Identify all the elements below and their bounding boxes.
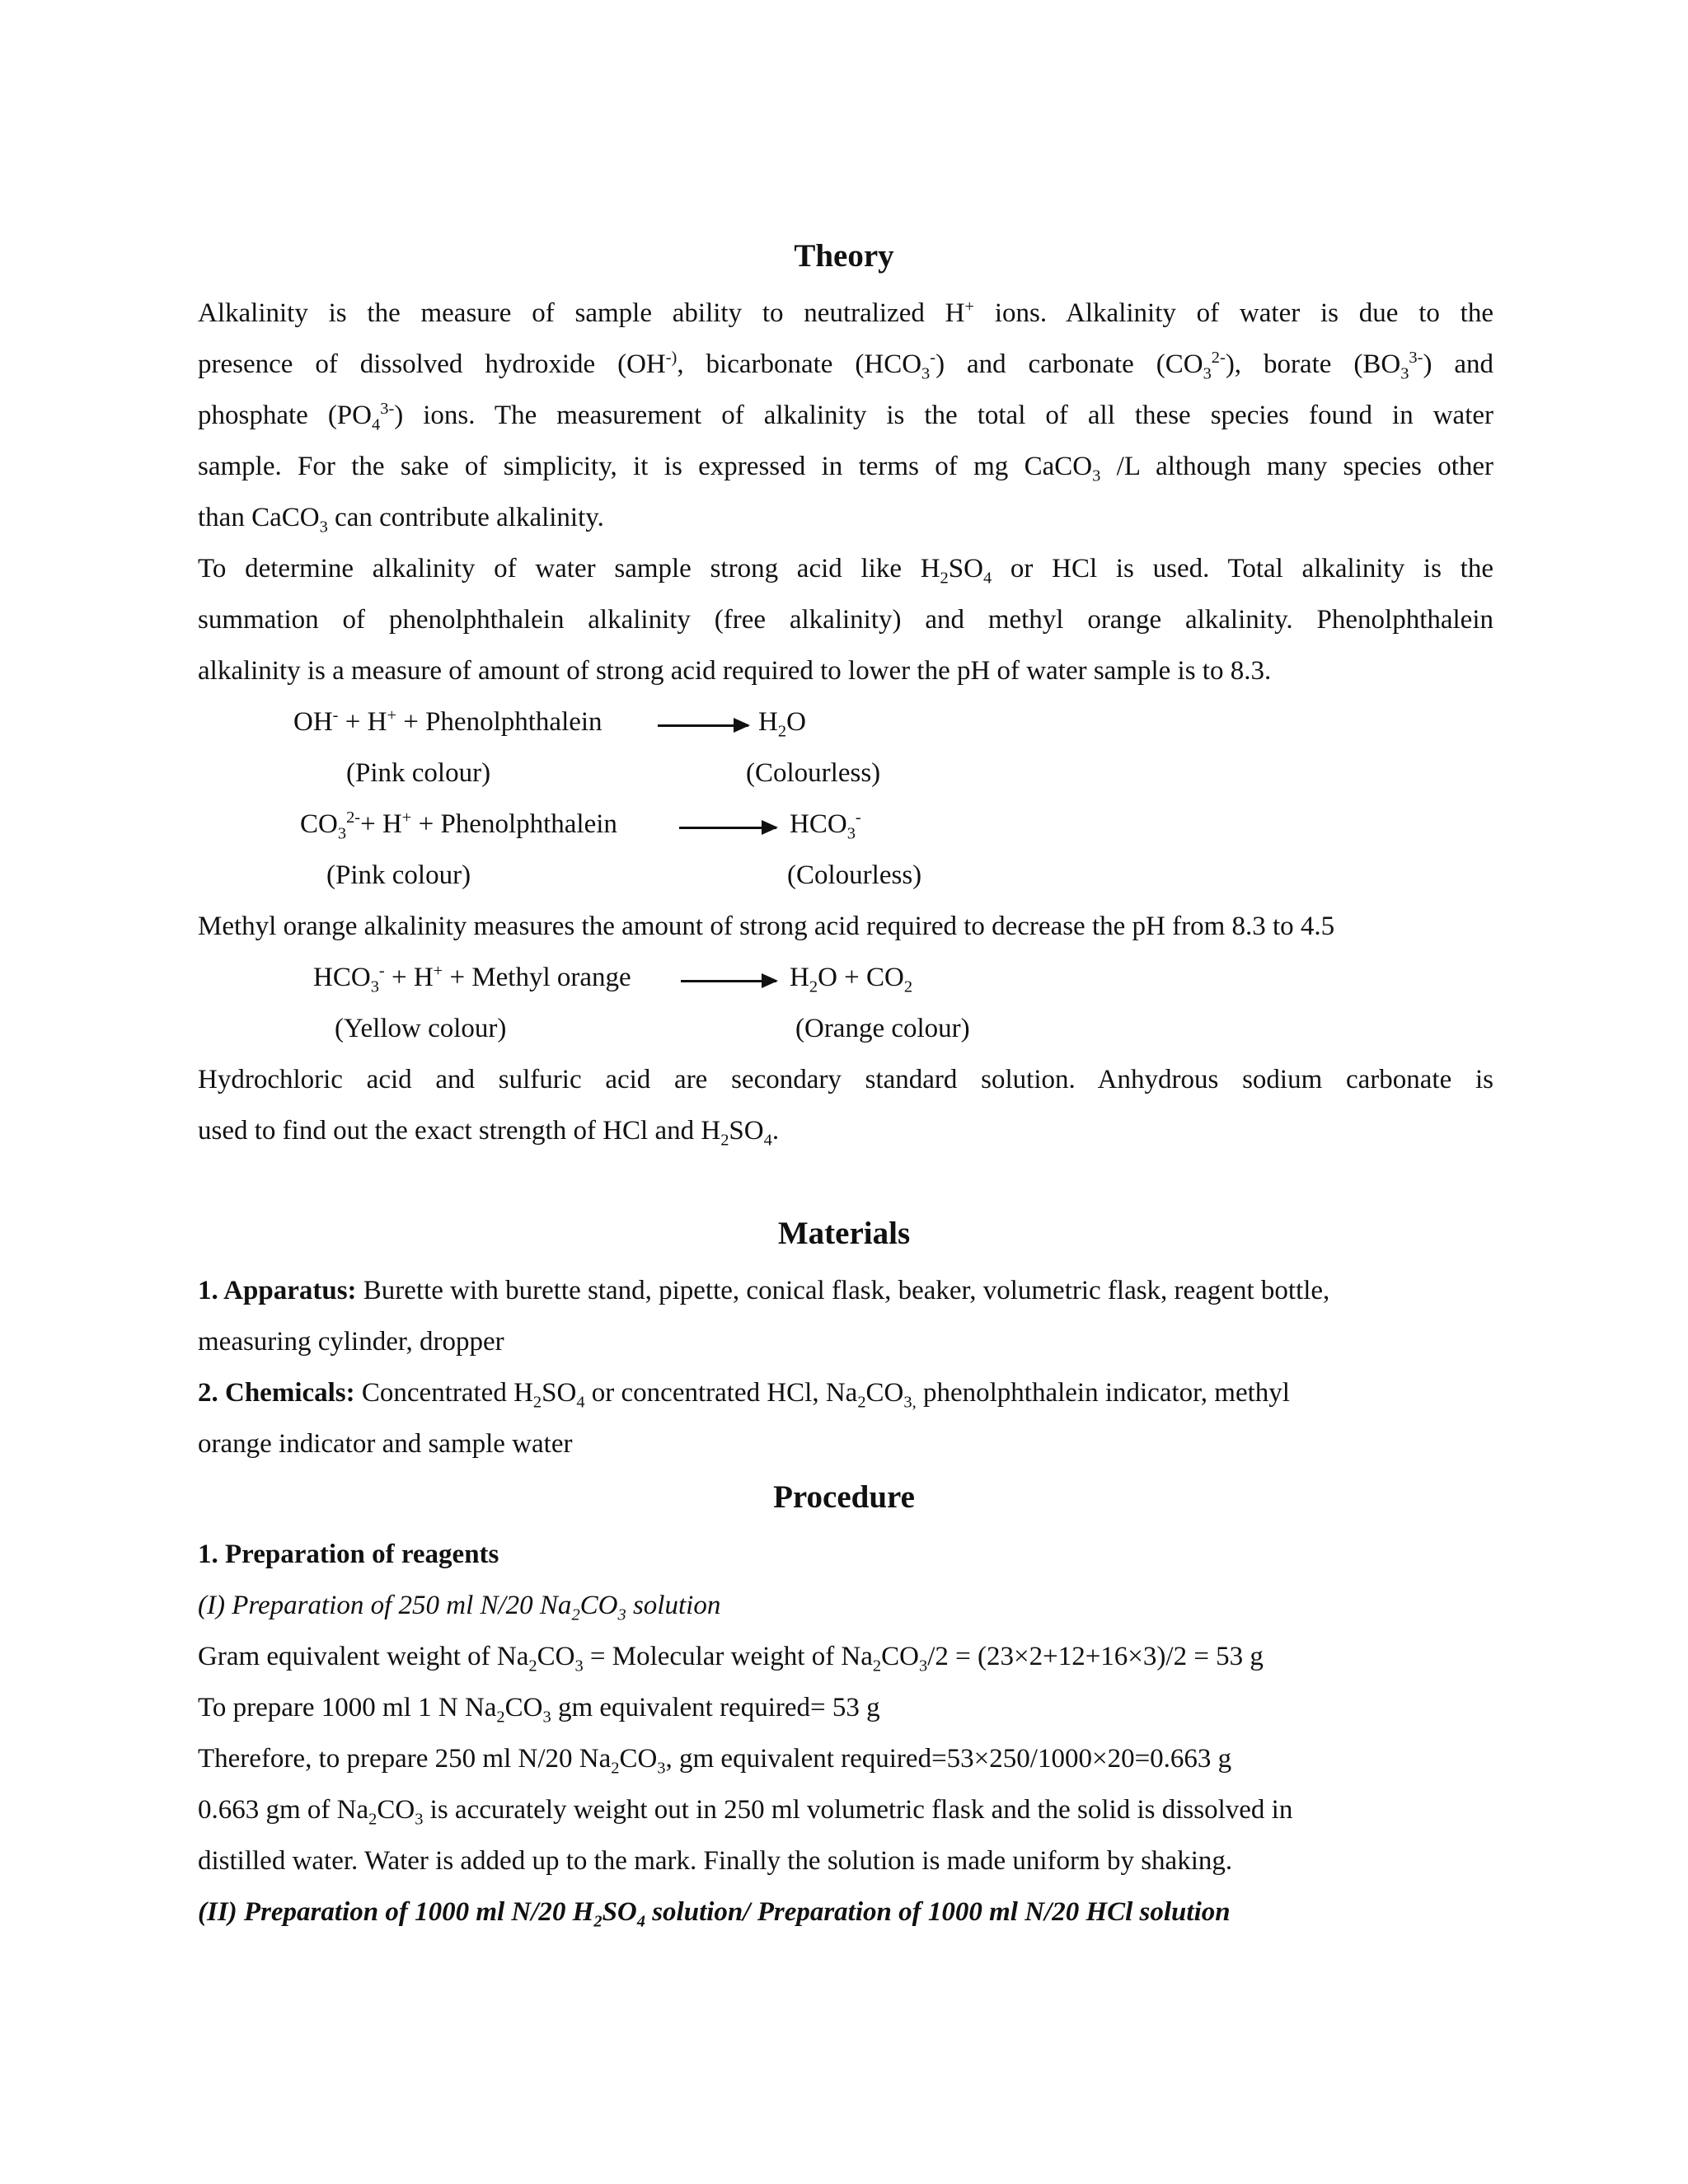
reaction-1-reactants: OH- + H+ + Phenolphthalein: [293, 706, 603, 737]
reaction-1-products: $H_2O$: [758, 707, 806, 741]
reaction-2-product-note: (Colourless): [787, 860, 922, 890]
reaction-2-products: $HCO_3^-$: [790, 808, 861, 843]
materials-apparatus-line-2: measuring cylinder, dropper: [198, 1327, 504, 1357]
procedure-calc-line-2: To prepare 1000 ml 1 N $Na_2CO_3$ gm equivalent required= 53 g: [198, 1693, 880, 1727]
theory-p1-line-4: sample. For the sake of simplicity, it is expressed in terms of mg CaCO$_3$ /L although many species other: [198, 452, 1494, 485]
materials-heading: Materials: [777, 1216, 911, 1251]
materials-chemicals-line-2: orange indicator and sample water: [198, 1429, 573, 1459]
theory-p4-line-2: used to find out the exact strength of HCl and $H_2SO_4$.: [198, 1116, 780, 1150]
reaction-1-reactant-note: (Pink colour): [346, 758, 491, 788]
procedure-calc-line-1: Gram equivalent weight of $Na_2CO_3$ = Molecular weight of $Na_2CO_3/2 = (23\times 2+12+16\times 3)/2 = 53$ g: [198, 1642, 1264, 1675]
procedure-section-1-title: 1. Preparation of reagents: [198, 1540, 499, 1569]
theory-p3-line-1: Methyl orange alkalinity measures the amount of strong acid required to decrease the pH from 8.3 to 4.5: [198, 912, 1335, 941]
reaction-3-products: $H_2O + CO_2$: [790, 963, 913, 996]
reaction-1-arrow-icon: [658, 724, 748, 727]
theory-p4-line-1: Hydrochloric acid and sulfuric acid are secondary standard solution. Anhydrous sodium carbonate is: [198, 1065, 1493, 1094]
theory-p2-line-1: To determine alkalinity of water sample strong acid like $H_2SO_4$ or HCl is used. Total alkalinity is the: [198, 554, 1493, 588]
procedure-calc-line-5: distilled water. Water is added up to the mark. Finally the solution is made uniform by shaking.: [198, 1846, 1233, 1876]
procedure-calc-line-3: Therefore, to prepare 250 ml N/20 $Na_2CO_3$, gm equivalent required=53×250/1000×20=0.663 g: [198, 1744, 1232, 1778]
procedure-subsection-1-title: (I) Preparation of 250 ml N/20 $Na_2CO_3$ solution: [198, 1591, 721, 1624]
theory-p1-line-5: than CaCO$_3$ can contribute alkalinity.: [198, 503, 604, 537]
procedure-calc-line-4: 0.663 gm of $Na_2CO_3$ is accurately weight out in 250 ml volumetric flask and the solid is dissolved in: [198, 1795, 1293, 1829]
reaction-3-reactants: $HCO_3^- + H^+$ + Methyl orange: [313, 962, 631, 996]
reaction-3-arrow-icon: [681, 980, 776, 982]
theory-p1-line-3: phosphate $(PO_4^{3-})$ ions. The measurement of alkalinity is the total of all these species found in water: [198, 400, 1493, 434]
theory-p1-line-2: presence of dissolved hydroxide (OH-), bicarbonate $(HCO_3^-)$ and carbonate $(CO_3^{2-})$, borate $(BO_3^{3-})$ and: [198, 349, 1493, 383]
procedure-subsection-2-title: (II) Preparation of 1000 ml N/20 $H_2SO_4$ solution/ Preparation of 1000 ml N/20 HCl solution: [198, 1897, 1231, 1931]
theory-p2-line-3: alkalinity is a measure of amount of strong acid required to lower the pH of water sample is to 8.3.: [198, 656, 1272, 686]
materials-chemicals-line-1: 2. Chemicals: Concentrated $H_2SO_4$ or concentrated HCl, $Na_2CO_{3,}$ phenolphthalein indicator, methyl: [198, 1378, 1290, 1412]
reaction-2-arrow-icon: [679, 827, 776, 829]
procedure-heading: Procedure: [773, 1479, 915, 1515]
theory-p2-line-2: summation of phenolphthalein alkalinity (free alkalinity) and methyl orange alkalinity. Phenolphthalein: [198, 605, 1493, 635]
reaction-3-reactant-note: (Yellow colour): [335, 1014, 507, 1043]
reaction-1-product-note: (Colourless): [746, 758, 881, 788]
theory-p1-line-1: Alkalinity is the measure of sample ability to neutralized H+ ions. Alkalinity of water is due to the: [198, 298, 1493, 328]
theory-heading: Theory: [794, 238, 894, 274]
reaction-2-reactant-note: (Pink colour): [326, 860, 471, 890]
reaction-2-reactants: $CO_3^{2-}+ H^+$ + Phenolphthalein: [300, 808, 617, 843]
reaction-3-product-note: (Orange colour): [795, 1014, 970, 1043]
materials-apparatus-line-1: 1. Apparatus: Burette with burette stand, pipette, conical flask, beaker, volumetric flask, reagent bottle,: [198, 1276, 1330, 1305]
